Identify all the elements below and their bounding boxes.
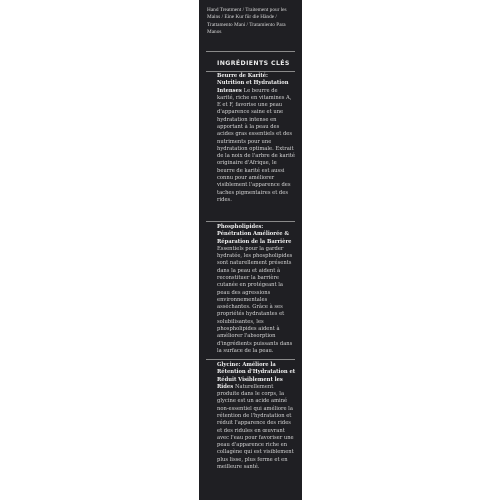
ingredient-phospholipids xyxy=(217,224,296,355)
ingredient-title: Phospholipides: Pénétration Améliorée & Réparation de la Barrière xyxy=(217,224,292,245)
ingredient-body: Le beurre de karité, riche en vitamines A, E et F, favorise une peau d'apparence saine et une hydratation intense en apportant à la peau des acides gras essentiels et des nutriments pour une hydratation optimale. Extrait de la noix de l'arbre de karité originaire d'Afrique, le beurre de karité est aussi connu pour améliorer visiblement l'apparence des taches pigmentaires et des rides. xyxy=(217,87,295,203)
ingredient-title: Glycine: Améliore la Rétention d'Hydratation et Réduit Visiblement les Rides xyxy=(217,362,296,390)
divider-section-2 xyxy=(206,359,295,360)
key-ingredients-heading: INGRÉDIENTS CLÉS xyxy=(217,60,290,67)
ingredient-body: Essentiels pour la garder hydratée, les phospholipides sont naturellement présents dans la peau et aident à reconstituer la barrière cutanée en protégeant la peau des agressions environnementales asséchantes. Grâce à ses propriétés hydratantes et solubilisantes, les phospholipides aident à améliorer l'absorption d'ingrédients puissants dans la surface de la peau. xyxy=(217,245,293,354)
ingredient-shea-butter xyxy=(217,73,296,204)
ingredient-title: Beurre de Karité: Nutrition et Hydratation Intenses xyxy=(217,73,289,94)
divider-section-1 xyxy=(206,221,295,222)
divider-top xyxy=(206,51,295,52)
divider-heading xyxy=(206,71,295,72)
product-names: Hand Treatment / Traitement pour les Mains / Eine Kur für die Hände / Trattamento Mani / Tratamiento Para Manos xyxy=(207,7,287,36)
ingredient-glycine xyxy=(217,362,296,471)
ingredient-body: Naturellement produite dans le corps, la glycine est un acide aminé non-essentiel qui améliore la rétention de l'hydratation et réduit l'apparence des rides et des ridules en œuvrant avec l'eau pour favoriser une peau d'apparence riche en collagène qui est visiblement plus lisse, plus ferme et en meilleure santé. xyxy=(217,383,294,470)
